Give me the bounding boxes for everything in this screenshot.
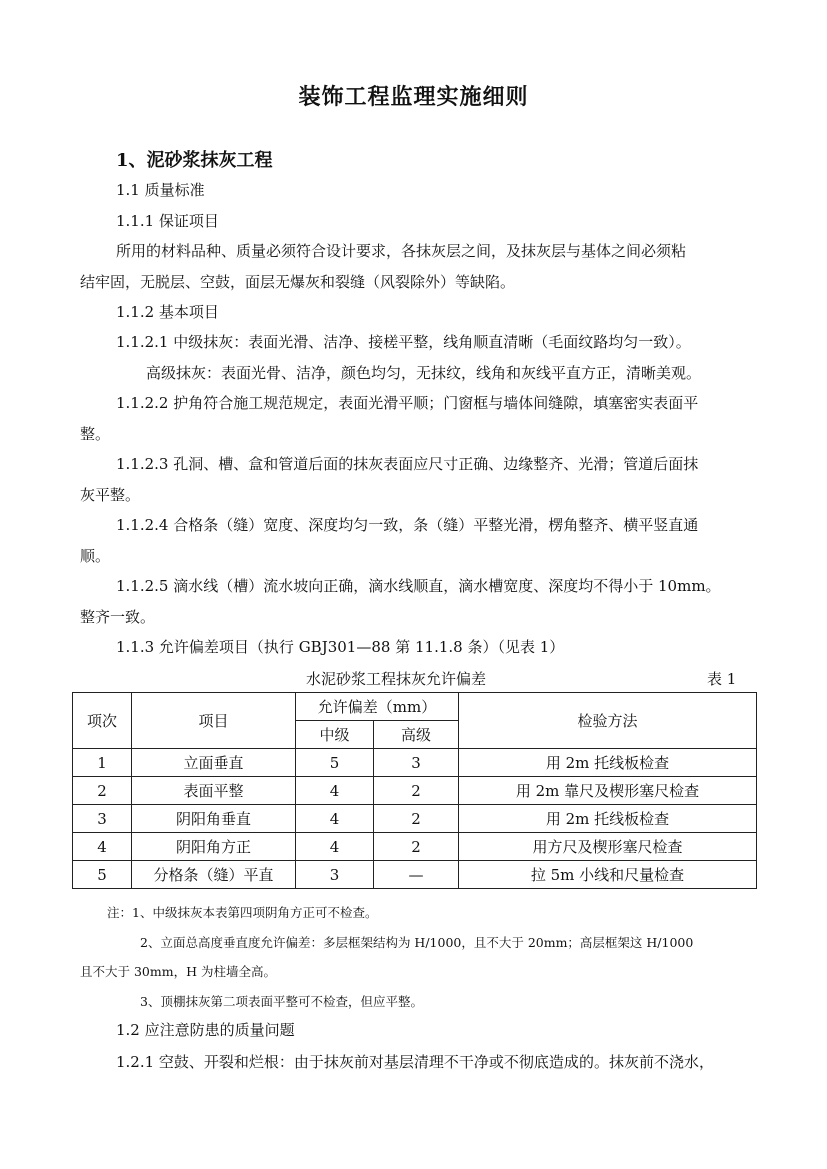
header-tolerance: 允许偏差（mm） xyxy=(296,693,459,721)
cell-medium: 3 xyxy=(296,861,374,889)
table-note: 且不大于 30mm，H 为柱墙全高。 xyxy=(80,964,276,979)
paragraph-line: 1.1.3 允许偏差项目（执行 GBJ301—88 第 11.1.8 条）（见表 1） xyxy=(116,638,565,656)
subsection-heading: 1.2 应注意防患的质量问题 xyxy=(116,1021,295,1039)
subsection-heading: 1.1.2 基本项目 xyxy=(116,303,219,321)
cell-item: 阴阳角方正 xyxy=(132,833,296,861)
table-row xyxy=(73,861,757,889)
paragraph-line: 顺。 xyxy=(80,547,111,565)
cell-high: 3 xyxy=(374,749,459,777)
cell-high: — xyxy=(374,861,459,889)
cell-medium: 5 xyxy=(296,749,374,777)
table-label: 表 1 xyxy=(707,670,737,688)
table-row xyxy=(73,777,757,805)
cell-medium: 4 xyxy=(296,833,374,861)
tolerance-table xyxy=(72,692,757,889)
cell-index: 3 xyxy=(73,805,132,833)
table-row xyxy=(73,805,757,833)
cell-method: 用 2m 托线板检查 xyxy=(459,749,757,777)
cell-index: 2 xyxy=(73,777,132,805)
document-title: 装饰工程监理实施细则 xyxy=(298,84,529,110)
paragraph-line: 灰平整。 xyxy=(80,486,141,504)
cell-high: 2 xyxy=(374,805,459,833)
cell-index: 5 xyxy=(73,861,132,889)
paragraph-line: 整。 xyxy=(80,425,111,443)
table-caption: 水泥砂浆工程抹灰允许偏差 xyxy=(306,670,487,688)
cell-item: 阴阳角垂直 xyxy=(132,805,296,833)
header-medium: 中级 xyxy=(296,721,374,749)
paragraph-line: 1.2.1 空鼓、开裂和烂根：由于抹灰前对基层清理不干净或不彻底造成的。抹灰前不浇水， xyxy=(116,1053,714,1071)
cell-item: 分格条（缝）平直 xyxy=(132,861,296,889)
cell-high: 2 xyxy=(374,777,459,805)
paragraph-line: 1.1.2.1 中级抹灰：表面光滑、洁净、接槎平整，线角顺直清晰（毛面纹路均匀一致）。 xyxy=(116,333,691,351)
cell-index: 1 xyxy=(73,749,132,777)
cell-medium: 4 xyxy=(296,777,374,805)
cell-method: 用 2m 靠尺及楔形塞尺检查 xyxy=(459,777,757,805)
header-high: 高级 xyxy=(374,721,459,749)
section-heading: 1、泥砂浆抹灰工程 xyxy=(116,150,273,171)
header-index: 项次 xyxy=(73,693,132,749)
cell-method: 用 2m 托线板检查 xyxy=(459,805,757,833)
cell-medium: 4 xyxy=(296,805,374,833)
cell-method: 拉 5m 小线和尺量检查 xyxy=(459,861,757,889)
table-header-row xyxy=(73,693,757,721)
paragraph-line: 1.1.2.3 孔洞、槽、盒和管道后面的抹灰表面应尺寸正确、边缘整齐、光滑；管道后面抹 xyxy=(116,455,699,473)
subsection-heading: 1.1 质量标准 xyxy=(116,181,205,199)
cell-method: 用方尺及楔形塞尺检查 xyxy=(459,833,757,861)
table-note: 3、顶棚抹灰第二项表面平整可不检查，但应平整。 xyxy=(140,994,423,1009)
paragraph-line: 整齐一致。 xyxy=(80,608,156,626)
table-row xyxy=(73,833,757,861)
header-method: 检验方法 xyxy=(459,693,757,749)
paragraph-line: 1.1.2.2 护角符合施工规范规定，表面光滑平顺；门窗框与墙体间缝隙，填塞密实表面平 xyxy=(116,394,699,412)
cell-index: 4 xyxy=(73,833,132,861)
cell-high: 2 xyxy=(374,833,459,861)
paragraph-line: 高级抹灰：表面光骨、洁净，颜色均匀，无抹纹，线角和灰线平直方正，清晰美观。 xyxy=(146,364,702,382)
paragraph-line: 结牢固，无脱层、空鼓，面层无爆灰和裂缝（风裂除外）等缺陷。 xyxy=(80,273,516,291)
cell-item: 表面平整 xyxy=(132,777,296,805)
cell-item: 立面垂直 xyxy=(132,749,296,777)
paragraph-line: 1.1.2.4 合格条（缝）宽度、深度均匀一致，条（缝）平整光滑，楞角整齐、横平竖直通 xyxy=(116,516,699,534)
header-item: 项目 xyxy=(132,693,296,749)
table-row xyxy=(73,749,757,777)
subsection-heading: 1.1.1 保证项目 xyxy=(116,212,219,230)
table-note: 注：1、中级抹灰本表第四项阴角方正可不检查。 xyxy=(107,905,378,920)
paragraph-line: 1.1.2.5 滴水线（槽）流水坡向正确，滴水线顺直，滴水槽宽度、深度均不得小于 10mm。 xyxy=(116,577,721,595)
table-note: 2、立面总高度垂直度允许偏差：多层框架结构为 H/1000，且不大于 20mm；高层框架这 H/1000 xyxy=(140,935,694,950)
paragraph-line: 所用的材料品种、质量必须符合设计要求，各抹灰层之间，及抹灰层与基体之间必须粘 xyxy=(116,242,687,260)
